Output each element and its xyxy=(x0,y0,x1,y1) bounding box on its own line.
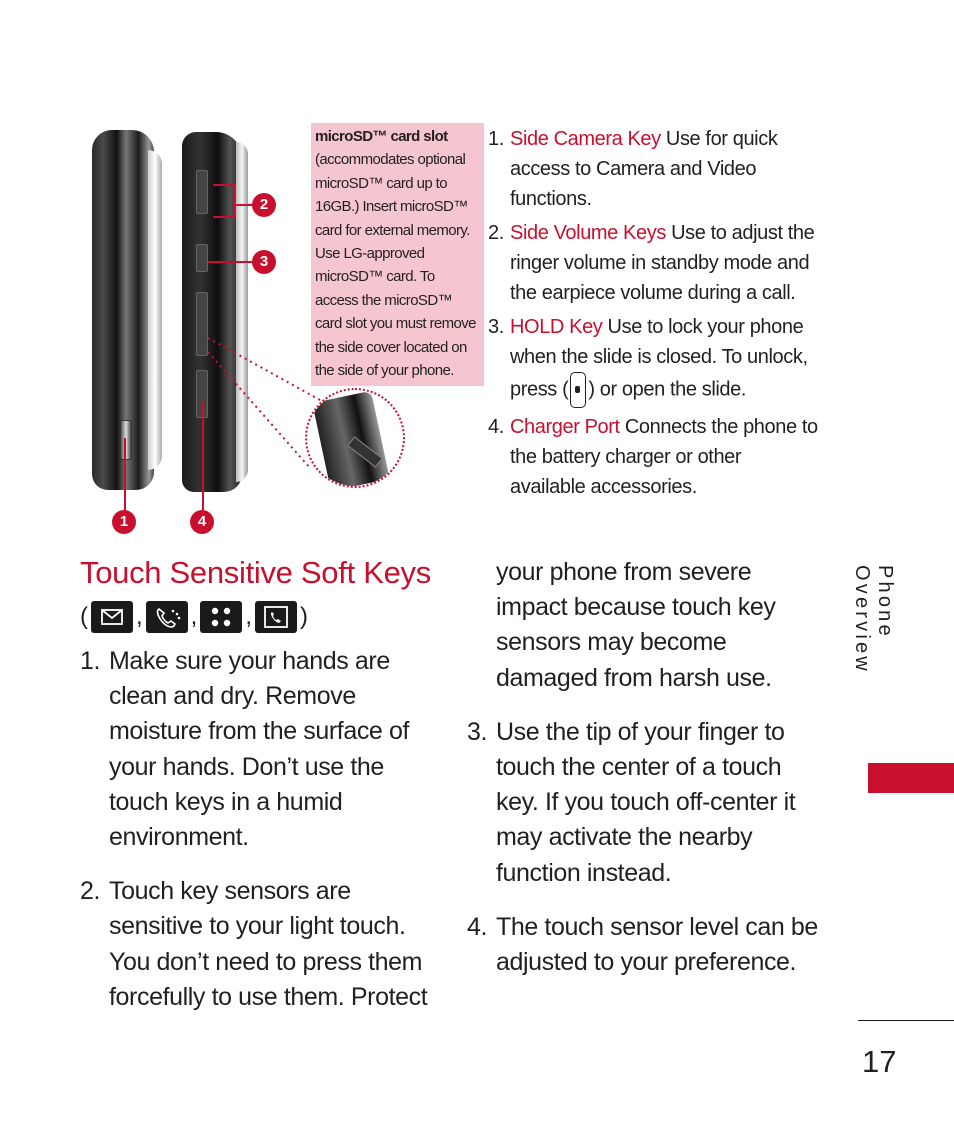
sidebar-section-label: Phone Overview xyxy=(851,565,896,674)
step-text: Touch key sensors are sensitive to your light touch. You don’t need to press them forcefully to use them. Protect xyxy=(109,877,428,1011)
soft-key-icon-row xyxy=(80,601,308,633)
page-number: 17 xyxy=(862,1044,897,1079)
comma: , xyxy=(136,603,143,630)
callout-2-line-bottom xyxy=(213,216,235,218)
callout-badge-4: 4 xyxy=(190,510,214,534)
call-log-icon xyxy=(146,601,188,633)
side-camera-key-graphic xyxy=(120,420,132,460)
section-heading: Touch Sensitive Soft Keys xyxy=(80,555,431,590)
step-text: The touch sensor level can be adjusted to your preference. xyxy=(496,912,818,977)
key-list-number: 3. xyxy=(488,316,504,338)
step-text: Make sure your hands are clean and dry. Remove moisture from the surface of your hands. Don’t use the touch keys in a humid environment. xyxy=(109,647,410,852)
steps-column-left xyxy=(80,644,440,1034)
phonebook-icon xyxy=(255,601,297,633)
menu-grid-icon xyxy=(200,601,242,633)
step-text: your phone from severe impact because touch key sensors may become damaged from harsh use. xyxy=(496,558,776,692)
hold-key-graphic xyxy=(196,244,208,272)
side-key-list xyxy=(488,124,818,506)
microsd-box-body: (accommodates optional microSD™ card up to 16GB.) Insert microSD™ card for external memory. Use LG-approved microSD™ card. To access the microSD™ card slot you must remove the side cover located on the side of your phone. xyxy=(315,151,476,380)
key-name: Charger Port xyxy=(510,416,620,438)
step-text: Use the tip of your finger to touch the center of a touch key. If you touch off-center it may activate the nearby function instead. xyxy=(496,717,796,887)
step-number: 3. xyxy=(467,717,488,746)
sidebar-tab-marker xyxy=(868,763,954,793)
step-item-continued xyxy=(467,555,827,696)
key-list-number: 1. xyxy=(488,128,504,150)
callout-2-line-top xyxy=(213,184,235,186)
step-item xyxy=(80,644,440,855)
key-name: Side Camera Key xyxy=(510,128,661,150)
step-item xyxy=(80,874,440,1015)
key-list-item xyxy=(488,124,818,214)
callout-2-bracket xyxy=(234,184,236,218)
key-description: Use to adjust the ringer volume in standby mode and the earpiece volume during a call. xyxy=(510,222,815,304)
hold-key-icon xyxy=(570,372,586,408)
step-item xyxy=(467,715,827,891)
key-list-item xyxy=(488,412,818,502)
close-paren: ) xyxy=(588,378,595,401)
phone-side-view-left xyxy=(92,130,154,490)
comma: , xyxy=(190,603,198,630)
volume-keys-graphic xyxy=(196,170,208,214)
microsd-info-box xyxy=(311,123,484,386)
step-number: 2. xyxy=(80,877,101,906)
callout-badge-3: 3 xyxy=(252,250,276,274)
microsd-slot-zoom xyxy=(305,388,405,488)
step-item xyxy=(467,910,827,980)
key-description-end: or open the slide. xyxy=(594,378,747,401)
key-list-item xyxy=(488,218,818,308)
callout-badge-1: 1 xyxy=(112,510,136,534)
key-list-item xyxy=(488,312,818,408)
key-name: HOLD Key xyxy=(510,316,603,338)
key-list-number: 2. xyxy=(488,222,504,244)
callout-badge-2: 2 xyxy=(252,193,276,217)
footer-rule xyxy=(858,1020,954,1021)
phone-chrome-edge xyxy=(148,150,162,470)
steps-column-right xyxy=(467,555,827,999)
callout-3-line xyxy=(208,261,253,263)
step-number: 4. xyxy=(467,912,488,941)
microsd-box-title: microSD™ card slot xyxy=(315,128,448,145)
open-paren: ( xyxy=(562,378,569,401)
key-list-number: 4. xyxy=(488,416,504,438)
key-description: Use to lock your phone when the slide is closed. To unlock, press xyxy=(510,316,808,401)
callout-1-line xyxy=(124,438,126,510)
key-name: Side Volume Keys xyxy=(510,222,666,244)
close-paren: ) xyxy=(300,603,309,630)
open-paren: ( xyxy=(80,603,88,630)
callout-2-connector xyxy=(235,204,253,206)
key-description: Connects the phone to the battery charger or other available accessories. xyxy=(510,416,818,498)
step-number: 1. xyxy=(80,647,101,675)
message-icon xyxy=(91,601,133,633)
comma: , xyxy=(245,603,253,630)
key-description: Use for quick access to Camera and Video functions. xyxy=(510,128,778,210)
